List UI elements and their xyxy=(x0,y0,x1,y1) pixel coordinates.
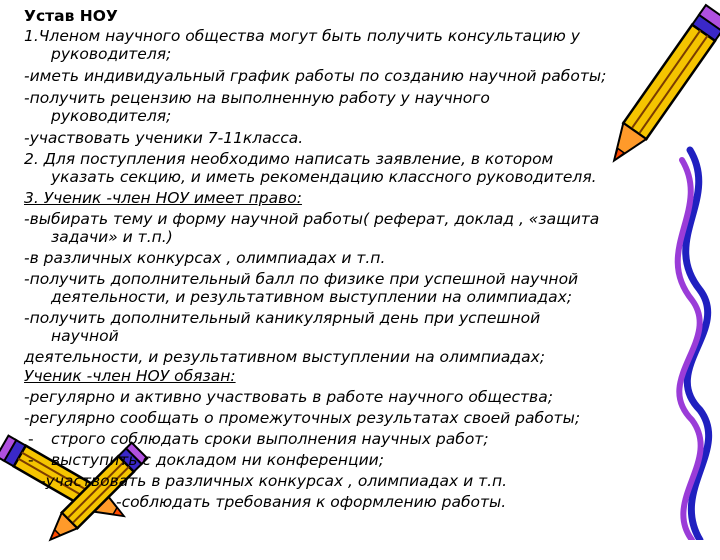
bullet-marker: - xyxy=(28,451,34,469)
text-line: -участвовать в различных конкурсах , олимпиадах и т.п. xyxy=(40,472,508,490)
text-line: -участвовать ученики 7-11класса. xyxy=(24,129,304,147)
document-title: Устав НОУ xyxy=(24,7,118,25)
text-line: указать секцию, и иметь рекомендацию классного руководителя. xyxy=(51,168,597,186)
text-line: 1.Членом научного общества могут быть получить консультацию у xyxy=(24,27,580,45)
pencil-icon xyxy=(590,0,720,190)
bullet-item: строго соблюдать сроки выполнения научных работ; xyxy=(51,430,489,448)
text-line: -иметь индивидуальный график работы по созданию научной работы; xyxy=(24,67,607,85)
text-line: деятельности, и результативном выступлении на олимпиадах; xyxy=(51,288,573,306)
text-line: -в различных конкурсах , олимпиадах и т.п. xyxy=(24,249,386,267)
text-line: -получить дополнительный балл по физике при успешной научной xyxy=(24,270,579,288)
text-line: руководителя; xyxy=(51,45,172,63)
text-line: руководителя; xyxy=(51,107,172,125)
text-line: 2. Для поступления необходимо написать заявление, в котором xyxy=(24,150,554,168)
text-line: -получить дополнительный каникулярный день при успешной xyxy=(24,309,541,327)
text-line: научной xyxy=(51,327,119,345)
text-line: -регулярно и активно участвовать в работе научного общества; xyxy=(24,388,553,406)
text-line: -регулярно сообщать о промежуточных результатах своей работы; xyxy=(24,409,581,427)
text-line: -соблюдать требования к оформлению работы. xyxy=(116,493,507,511)
text-line: задачи» и т.п.) xyxy=(51,228,173,246)
bullet-marker: - xyxy=(28,430,34,448)
text-line: -получить рецензию на выполненную работу у научного xyxy=(24,89,490,107)
section-heading: Ученик -член НОУ обязан: xyxy=(24,367,236,385)
section-heading: 3. Ученик -член НОУ имеет право: xyxy=(24,189,302,207)
text-line: деятельности, и результативном выступлении на олимпиадах; xyxy=(24,348,546,366)
bullet-item: выступить с докладом ни конференции; xyxy=(51,451,384,469)
text-line: -выбирать тему и форму научной работы( реферат, доклад , «защита xyxy=(24,210,600,228)
